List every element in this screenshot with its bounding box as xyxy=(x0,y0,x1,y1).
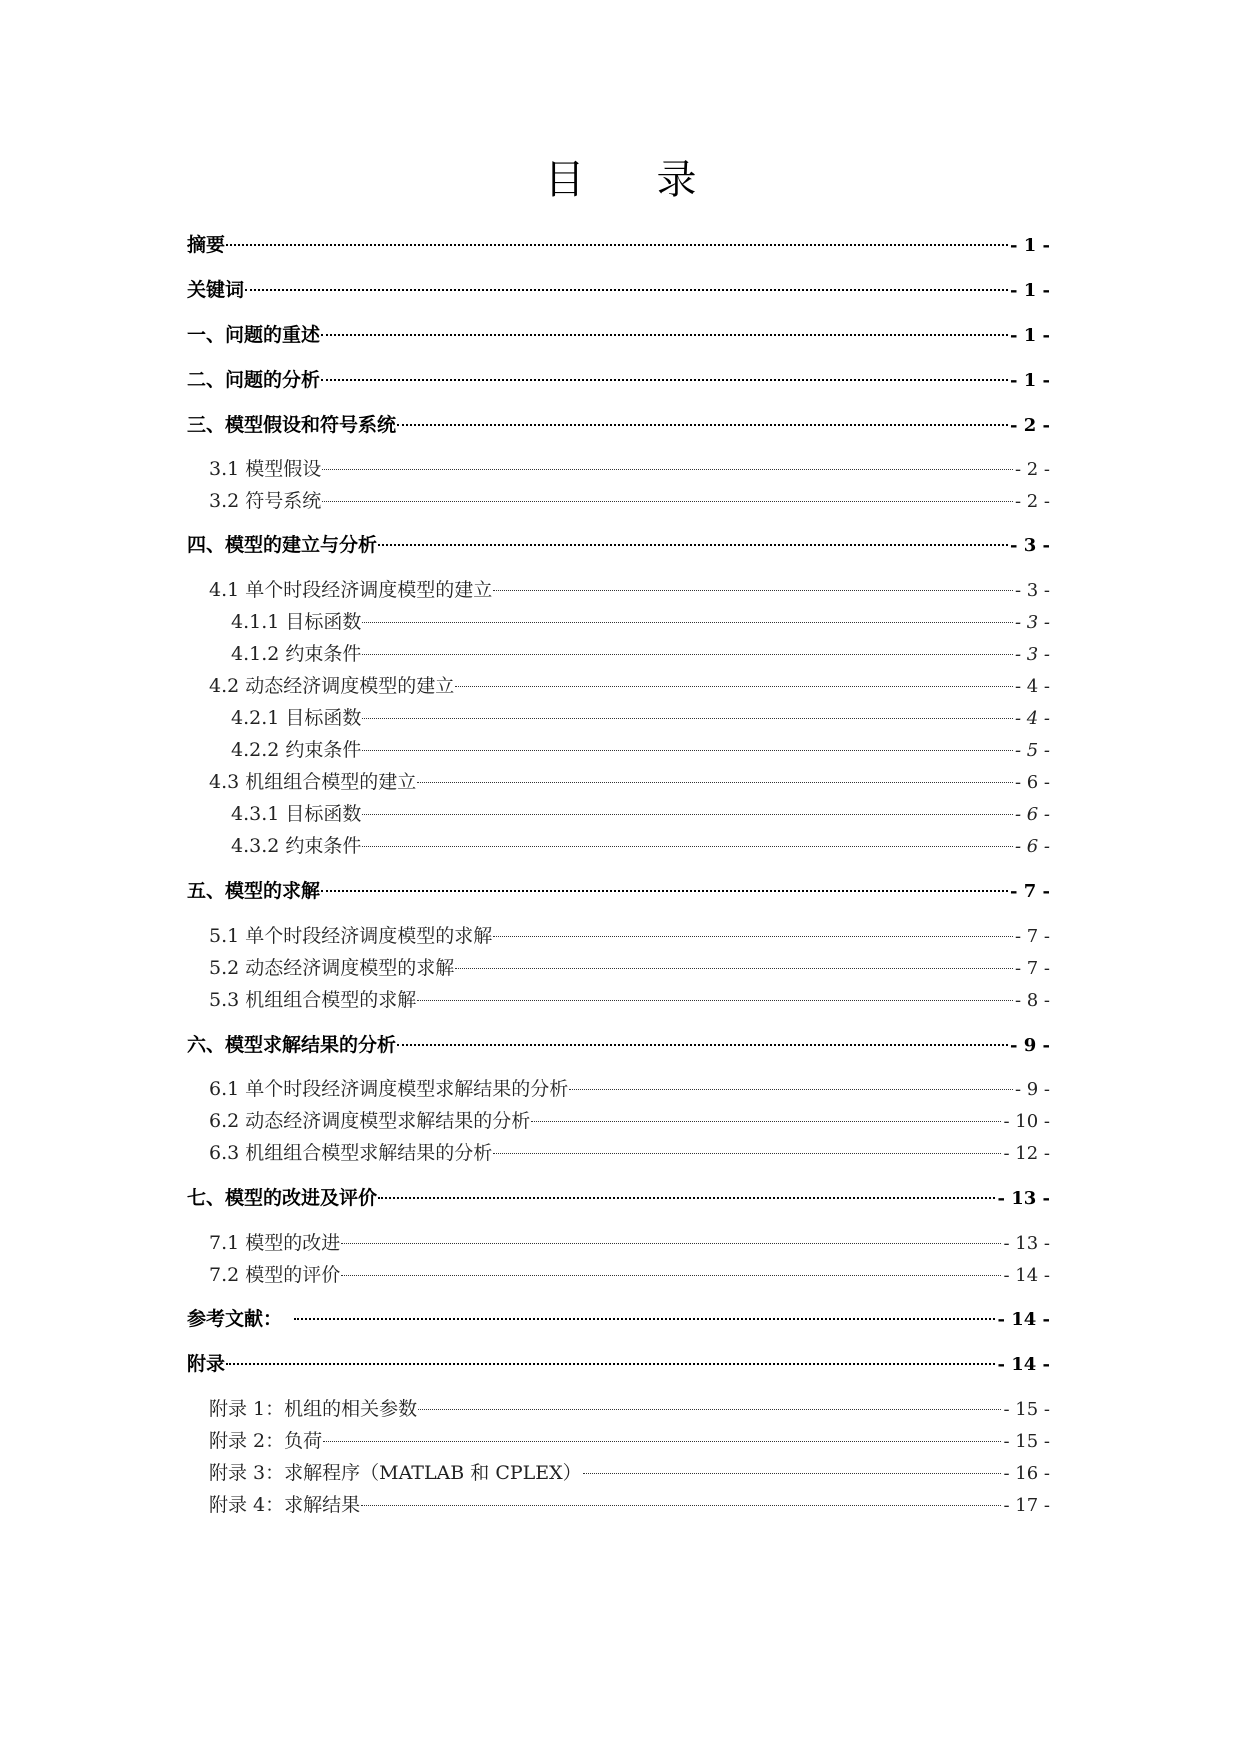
dot-leader xyxy=(417,1000,1013,1001)
toc-entry-page: - 4 - xyxy=(1014,708,1050,729)
dot-leader xyxy=(583,1473,1002,1474)
dot-leader xyxy=(397,424,1008,426)
dot-leader xyxy=(245,289,1008,291)
toc-entry-page: - 7 - xyxy=(1014,926,1050,947)
toc-entry-section-4[interactable] xyxy=(187,530,1050,560)
toc-entry-5-1[interactable] xyxy=(209,921,1050,951)
toc-entry-label: 附录 1：机组的相关参数 xyxy=(209,1398,418,1420)
toc-entry-4-3[interactable] xyxy=(209,767,1050,797)
dot-leader xyxy=(321,334,1008,336)
toc-entry-page: - 7 - xyxy=(1014,958,1050,979)
toc-entry-page: - 12 - xyxy=(1003,1143,1050,1164)
dot-leader xyxy=(341,1243,1001,1244)
dot-leader xyxy=(322,469,1013,470)
toc-entry-label: 4.3 机组组合模型的建立 xyxy=(209,771,417,793)
title-char-1: 目 xyxy=(544,157,585,203)
dot-leader xyxy=(362,718,1013,719)
toc-entry-keywords[interactable] xyxy=(187,275,1050,305)
toc-entry-label: 五、模型的求解 xyxy=(187,880,321,902)
toc-entry-label: 7.2 模型的评价 xyxy=(209,1264,341,1286)
toc-entry-label: 4.2 动态经济调度模型的建立 xyxy=(209,675,455,697)
toc-entry-label: 四、模型的建立与分析 xyxy=(187,534,378,556)
toc-entry-section-5[interactable] xyxy=(187,876,1050,906)
toc-entry-page: - 15 - xyxy=(1003,1431,1050,1452)
toc-entry-page: - 1 - xyxy=(1010,370,1050,391)
toc-entry-label: 3.2 符号系统 xyxy=(209,490,322,512)
toc-entry-label: 附录 xyxy=(187,1353,226,1375)
toc-entry-4-2-1[interactable] xyxy=(231,703,1050,733)
toc-entry-page: - 2 - xyxy=(1014,491,1050,512)
toc-entry-page: - 1 - xyxy=(1010,280,1050,301)
toc-entry-label: 4.2.2 约束条件 xyxy=(231,739,362,761)
toc-entry-section-1[interactable] xyxy=(187,320,1050,350)
toc-entry-page: - 3 - xyxy=(1010,535,1050,556)
dot-leader xyxy=(531,1121,1001,1122)
toc-entry-5-3[interactable] xyxy=(209,985,1050,1015)
toc-entry-page: - 10 - xyxy=(1003,1111,1050,1132)
dot-leader xyxy=(361,1505,1001,1506)
toc-entry-page: - 9 - xyxy=(1014,1079,1050,1100)
dot-leader xyxy=(322,501,1013,502)
toc-entry-page: - 2 - xyxy=(1014,459,1050,480)
dot-leader xyxy=(321,379,1008,381)
toc-entry-page: - 17 - xyxy=(1003,1495,1050,1516)
toc-entry-label: 附录 2：负荷 xyxy=(209,1430,323,1452)
toc-entry-label: 5.2 动态经济调度模型的求解 xyxy=(209,957,455,979)
toc-entry-6-1[interactable] xyxy=(209,1074,1050,1104)
dot-leader xyxy=(569,1089,1013,1090)
dot-leader xyxy=(341,1275,1001,1276)
toc-entry-4-3-2[interactable] xyxy=(231,831,1050,861)
dot-leader xyxy=(226,244,1008,246)
toc-entry-page: - 14 - xyxy=(1003,1265,1050,1286)
dot-leader xyxy=(362,622,1013,623)
dot-leader xyxy=(418,1409,1001,1410)
toc-entry-label: 六、模型求解结果的分析 xyxy=(187,1034,397,1056)
dot-leader xyxy=(417,782,1013,783)
dot-leader xyxy=(294,1318,995,1320)
toc-entry-references[interactable] xyxy=(187,1304,1050,1334)
dot-leader xyxy=(362,814,1013,815)
toc-entry-6-2[interactable] xyxy=(209,1106,1050,1136)
toc-entry-section-2[interactable] xyxy=(187,365,1050,395)
dot-leader xyxy=(397,1044,1008,1046)
toc-entry-label: 二、问题的分析 xyxy=(187,369,321,391)
dot-leader xyxy=(455,686,1013,687)
toc-entry-label: 一、问题的重述 xyxy=(187,324,321,346)
toc-entry-page: - 15 - xyxy=(1003,1399,1050,1420)
dot-leader xyxy=(378,544,1008,546)
toc-entry-page: - 3 - xyxy=(1014,644,1050,665)
dot-leader xyxy=(455,968,1013,969)
toc-entry-4-1-1[interactable] xyxy=(231,607,1050,637)
toc-entry-page: - 16 - xyxy=(1003,1463,1050,1484)
toc-entry-appendix-2[interactable] xyxy=(209,1426,1050,1456)
toc-entry-4-1-2[interactable] xyxy=(231,639,1050,669)
toc-entry-page: - 8 - xyxy=(1014,990,1050,1011)
toc-entry-page: - 3 - xyxy=(1014,580,1050,601)
toc-entry-label: 5.1 单个时段经济调度模型的求解 xyxy=(209,925,493,947)
toc-entry-label: 4.1.2 约束条件 xyxy=(231,643,362,665)
toc-entry-label: 参考文献： xyxy=(187,1308,283,1330)
toc-entry-label: 4.3.1 目标函数 xyxy=(231,803,362,825)
toc-entry-page: - 7 - xyxy=(1010,881,1050,902)
toc-entry-4-2-2[interactable] xyxy=(231,735,1050,765)
toc-entry-section-7[interactable] xyxy=(187,1183,1050,1213)
toc-entry-label: 4.1 单个时段经济调度模型的建立 xyxy=(209,579,493,601)
toc-entry-section-6[interactable] xyxy=(187,1030,1050,1060)
toc-entry-label: 附录 3：求解程序（MATLAB 和 CPLEX） xyxy=(209,1462,582,1484)
toc-entry-page: - 13 - xyxy=(1003,1233,1050,1254)
toc-entry-label: 三、模型假设和符号系统 xyxy=(187,414,397,436)
dot-leader xyxy=(362,750,1013,751)
toc-entry-page: - 2 - xyxy=(1010,415,1050,436)
toc-entry-label: 6.1 单个时段经济调度模型求解结果的分析 xyxy=(209,1078,569,1100)
toc-entry-label: 7.1 模型的改进 xyxy=(209,1232,341,1254)
toc-entry-5-2[interactable] xyxy=(209,953,1050,983)
dot-leader xyxy=(226,1363,995,1365)
dot-leader xyxy=(378,1197,995,1199)
toc-entry-label: 摘要 xyxy=(187,234,226,256)
toc-entry-page: - 14 - xyxy=(997,1354,1050,1375)
toc-entry-7-1[interactable] xyxy=(209,1228,1050,1258)
toc-entry-label: 4.2.1 目标函数 xyxy=(231,707,362,729)
dot-leader xyxy=(362,654,1013,655)
dot-leader xyxy=(323,1441,1001,1442)
toc-entry-6-3[interactable] xyxy=(209,1138,1050,1168)
dot-leader xyxy=(493,936,1013,937)
toc-entry-label: 附录 4：求解结果 xyxy=(209,1494,361,1516)
dot-leader xyxy=(321,890,1008,892)
toc-entry-page: - 1 - xyxy=(1010,235,1050,256)
toc-entry-label: 5.3 机组组合模型的求解 xyxy=(209,989,417,1011)
toc-entry-4-2[interactable] xyxy=(209,671,1050,701)
toc-entry-label: 3.1 模型假设 xyxy=(209,458,322,480)
toc-entry-page: - 6 - xyxy=(1014,836,1050,857)
toc-entry-appendix-3[interactable] xyxy=(209,1458,1050,1488)
toc-entry-label: 6.3 机组组合模型求解结果的分析 xyxy=(209,1142,493,1164)
toc-entry-abstract[interactable] xyxy=(187,230,1050,260)
toc-entry-4-3-1[interactable] xyxy=(231,799,1050,829)
toc-entry-page: - 9 - xyxy=(1010,1035,1050,1056)
title-char-2: 录 xyxy=(656,157,697,203)
toc-entry-label: 4.3.2 约束条件 xyxy=(231,835,362,857)
toc-entry-page: - 1 - xyxy=(1010,325,1050,346)
toc-entry-page: - 4 - xyxy=(1014,676,1050,697)
toc-entry-3-1[interactable] xyxy=(209,454,1050,484)
dot-leader xyxy=(362,846,1013,847)
toc-entry-appendix[interactable] xyxy=(187,1349,1050,1379)
dot-leader xyxy=(493,1153,1001,1154)
toc-entry-page: - 14 - xyxy=(997,1309,1050,1330)
toc-entry-page: - 5 - xyxy=(1014,740,1050,761)
toc-entry-section-3[interactable] xyxy=(187,410,1050,440)
toc-entry-label: 6.2 动态经济调度模型求解结果的分析 xyxy=(209,1110,531,1132)
toc-entry-label: 关键词 xyxy=(187,279,245,301)
toc-entry-appendix-1[interactable] xyxy=(209,1394,1050,1424)
toc-entry-appendix-4[interactable] xyxy=(209,1490,1050,1520)
toc-entry-page: - 3 - xyxy=(1014,612,1050,633)
toc-entry-page: - 6 - xyxy=(1014,772,1050,793)
toc-entry-3-2[interactable] xyxy=(209,486,1050,516)
toc-entry-page: - 13 - xyxy=(997,1188,1050,1209)
toc-entry-7-2[interactable] xyxy=(209,1260,1050,1290)
toc-entry-4-1[interactable] xyxy=(209,575,1050,605)
toc-entry-label: 4.1.1 目标函数 xyxy=(231,611,362,633)
toc-entry-label: 七、模型的改进及评价 xyxy=(187,1187,378,1209)
dot-leader xyxy=(493,590,1013,591)
toc-entry-page: - 6 - xyxy=(1014,804,1050,825)
